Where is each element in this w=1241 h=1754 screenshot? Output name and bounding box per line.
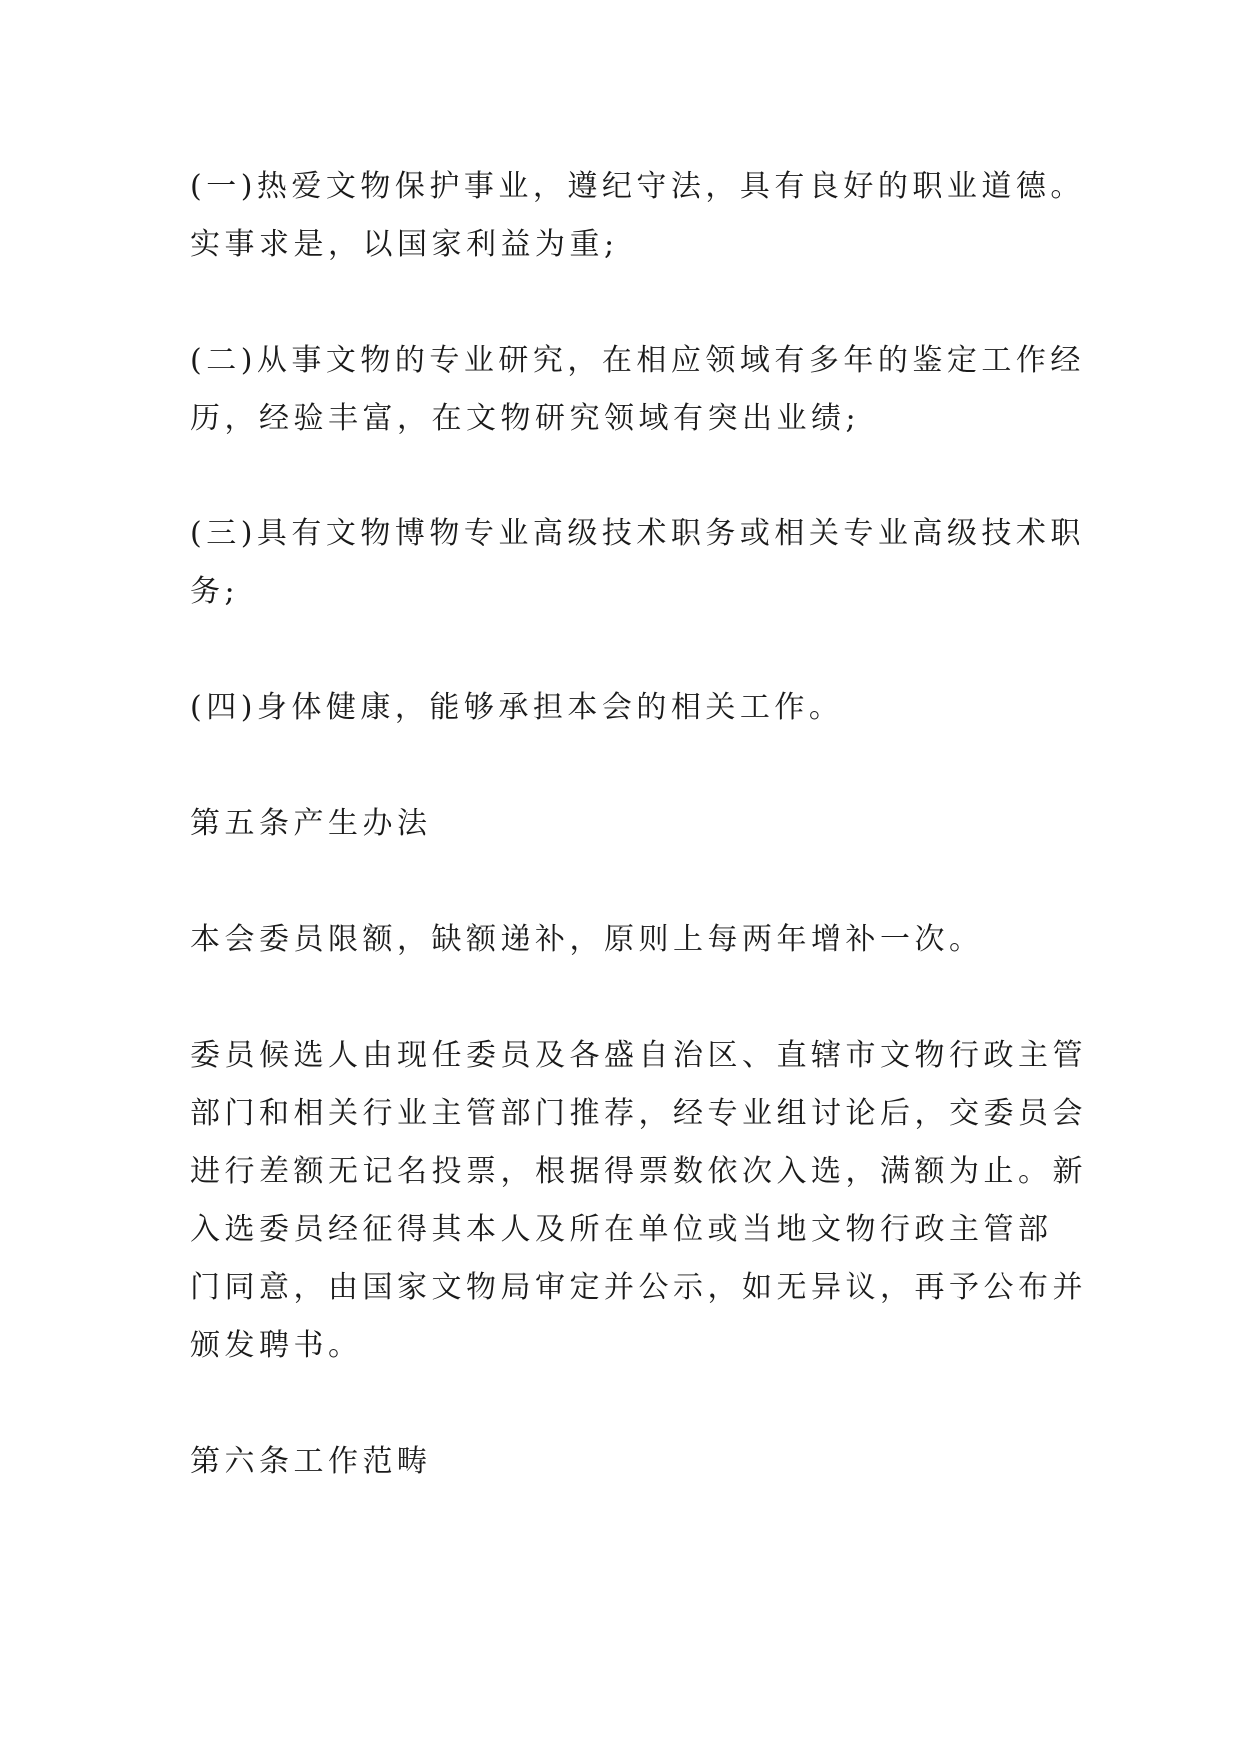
text-line: (一)热爱文物保护事业，遵纪守法，具有良好的职业道德。 <box>190 169 1085 204</box>
text-line: (三)具有文物博物专业高级技术职务或相关专业高级技术职 <box>190 516 1085 551</box>
qualification-item-3 <box>190 505 1085 621</box>
article-5-paragraph-2 <box>190 1027 1087 1375</box>
text-line: (四)身体健康，能够承担本会的相关工作。 <box>190 690 844 725</box>
text-line: 进行差额无记名投票，根据得票数依次入选，满额为止。新 <box>190 1154 1087 1189</box>
article-6-heading <box>190 1433 1070 1491</box>
qualification-item-2 <box>190 332 1085 448</box>
text-line: 部门和相关行业主管部门推荐，经专业组讨论后，交委员会 <box>190 1096 1087 1131</box>
text-line: 实事求是，以国家利益为重; <box>190 227 619 262</box>
text-line: 历，经验丰富，在文物研究领域有突出业绩; <box>190 401 861 436</box>
article-5-heading <box>190 795 1070 853</box>
text-line: 入选委员经征得其本人及所在单位或当地文物行政主管部 <box>190 1212 1053 1247</box>
heading-text: 第五条产生办法 <box>190 806 432 841</box>
text-line: 委员候选人由现任委员及各盛自治区、直辖市文物行政主管 <box>190 1038 1087 1073</box>
qualification-item-1 <box>190 158 1085 274</box>
article-5-paragraph-1 <box>190 911 1070 969</box>
text-line: 门同意，由国家文物局审定并公示，如无异议，再予公布并 <box>190 1270 1087 1305</box>
qualification-item-4 <box>190 679 1070 737</box>
text-line: 颁发聘书。 <box>190 1328 363 1363</box>
heading-text: 第六条工作范畴 <box>190 1444 432 1479</box>
text-line: 本会委员限额，缺额递补，原则上每两年增补一次。 <box>190 922 984 957</box>
text-line: 务; <box>190 574 240 609</box>
text-line: (二)从事文物的专业研究，在相应领域有多年的鉴定工作经 <box>190 343 1085 378</box>
